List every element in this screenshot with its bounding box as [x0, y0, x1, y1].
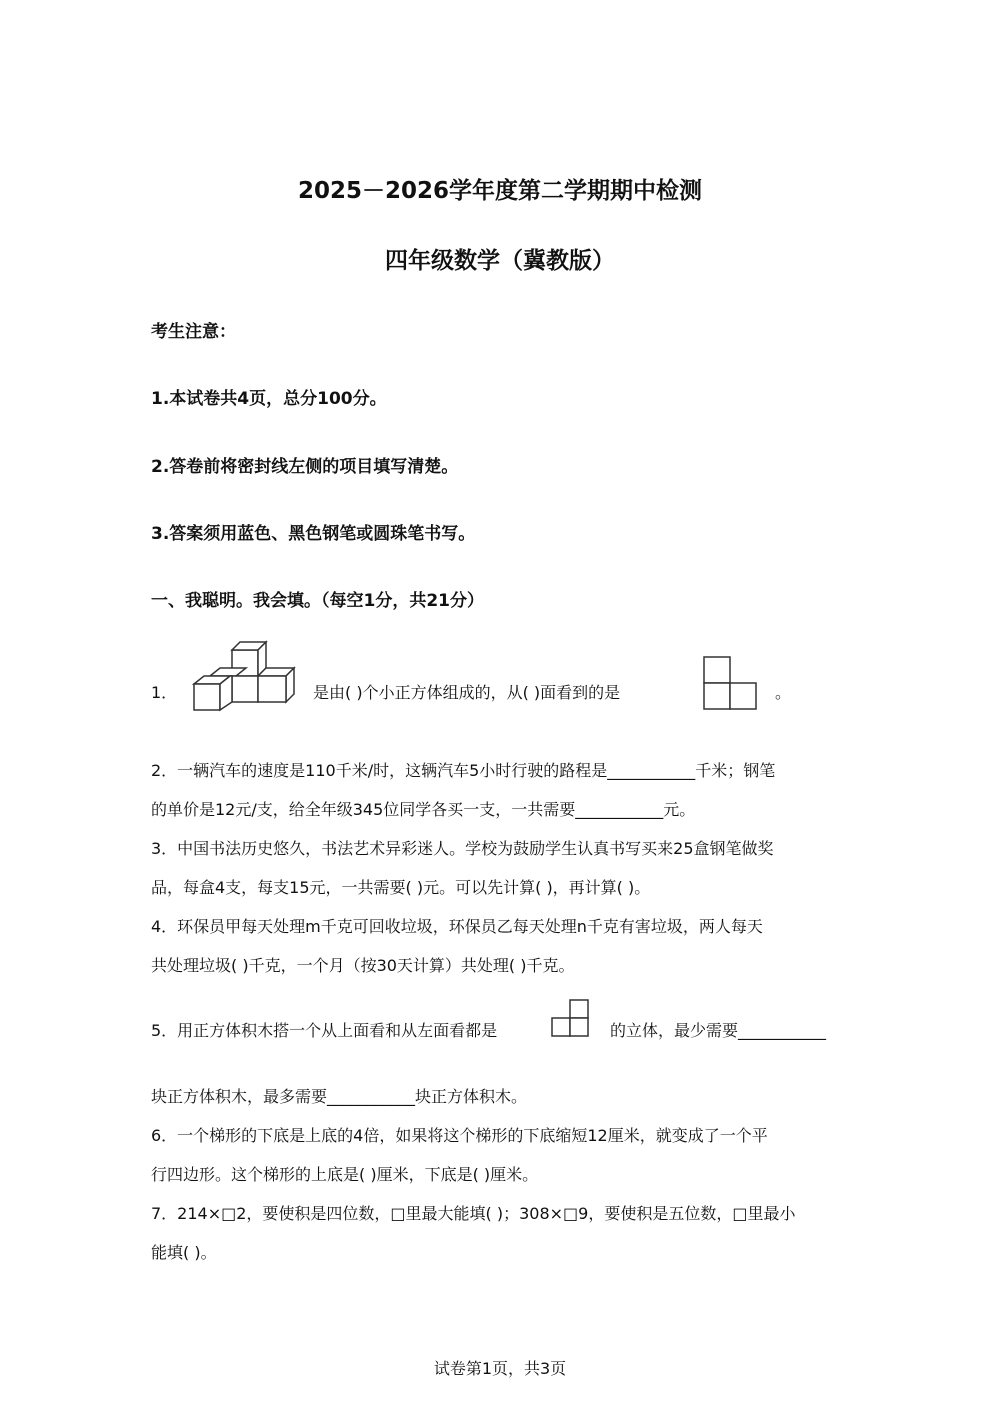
question-text: 3．中国书法历史悠久，书法艺术异彩迷人。学校为鼓励学生认真书写买来25盒钢笔做奖 [151, 839, 774, 858]
question-text: 7．214×□2，要使积是四位数，□里最大能填( )；308×□9，要使积是五位数，□里最小 [151, 1204, 796, 1223]
question-text: 2．一辆汽车的速度是110千米/时，这辆汽车5小时行驶的路程是___________千米；钢笔 [151, 761, 776, 780]
page-footer: 试卷第1页，共3页 [433, 1359, 567, 1378]
cube-stack-figure [190, 632, 300, 714]
question-text: 5．用正方体积木搭一个从上面看和从左面看都是 [151, 1021, 498, 1040]
question-text: 的立体，最少需要___________ [610, 1021, 827, 1040]
question-text: 的单价是12元/支，给全年级345位同学各买一支，一共需要___________元。 [151, 800, 696, 819]
top-view-figure [550, 998, 592, 1040]
question-number: 1． [151, 683, 178, 702]
notice-item: 2.答卷前将密封线左侧的项目填写清楚。 [151, 457, 459, 477]
question-text: 能填( )。 [151, 1243, 217, 1262]
notice-item: 1.本试卷共4页，总分100分。 [151, 389, 387, 409]
page-title: 2025－2026学年度第二学期期中检测 [297, 178, 703, 204]
notice-heading: 考生注意： [151, 322, 236, 342]
question-text: 4．环保员甲每天处理m千克可回收垃圾，环保员乙每天处理n千克有害垃圾，两人每天 [151, 917, 763, 936]
question-text: 。 [775, 683, 792, 702]
question-text: 共处理垃圾( )千克，一个月（按30天计算）共处理( )千克。 [151, 956, 575, 975]
question-text: 是由( )个小正方体组成的，从( )面看到的是 [313, 683, 621, 702]
page-subtitle: 四年级数学（冀教版） [385, 248, 615, 274]
notice-item: 3.答案须用蓝色、黑色钢笔或圆珠笔书写。 [151, 524, 476, 544]
section-heading: 一、我聪明。我会填。（每空1分，共21分） [151, 591, 484, 611]
front-view-figure [702, 655, 760, 713]
question-text: 块正方体积木，最多需要___________块正方体积木。 [151, 1087, 528, 1106]
question-text: 6．一个梯形的下底是上底的4倍，如果将这个梯形的下底缩短12厘米，就变成了一个平 [151, 1126, 768, 1145]
question-text: 行四边形。这个梯形的上底是( )厘米，下底是( )厘米。 [151, 1165, 539, 1184]
question-text: 品，每盒4支，每支15元，一共需要( )元。可以先计算( )，再计算( )。 [151, 878, 651, 897]
